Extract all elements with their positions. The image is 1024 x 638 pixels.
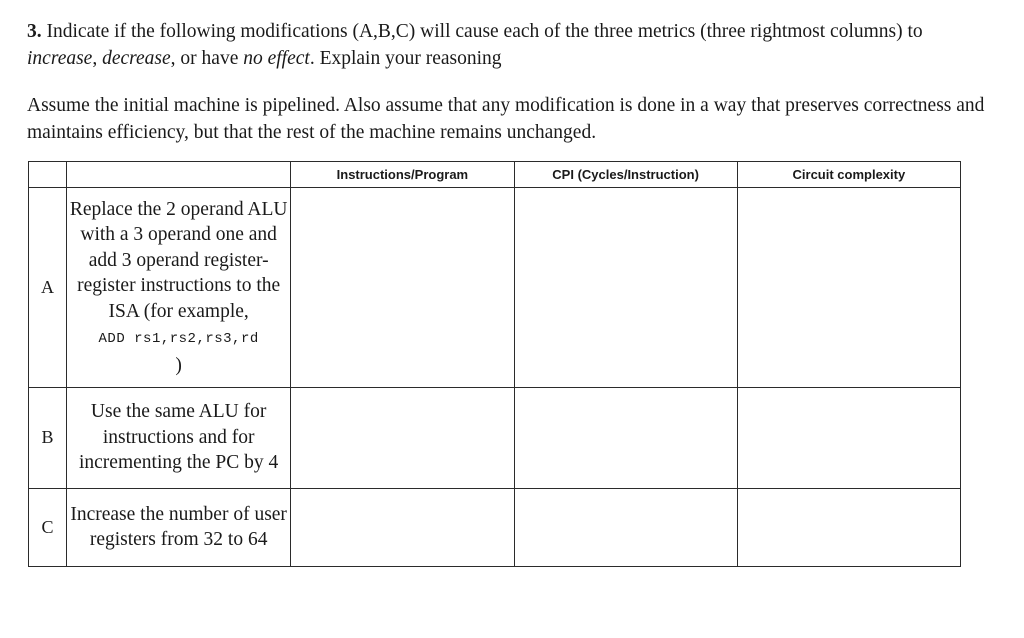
answer-instructions-program[interactable] [291, 188, 514, 387]
header-row [29, 162, 961, 188]
row-description [67, 188, 291, 387]
row-description: Use the same ALU for instructions and for incrementing the PC by 4 [67, 387, 291, 488]
question-text-part2: . Explain your reasoning [309, 48, 502, 69]
answer-circuit-complexity[interactable] [737, 387, 960, 488]
option-increase: increase [27, 48, 93, 69]
option-decrease: decrease [102, 48, 171, 69]
description-close-paren: ) [175, 354, 182, 376]
table-row [29, 387, 961, 488]
option-no-effect: no effect [243, 48, 310, 69]
row-letter: B [29, 387, 67, 488]
modifications-table [28, 161, 961, 567]
question-separator-1: , [92, 48, 103, 69]
answer-cpi[interactable] [514, 387, 737, 488]
header-instructions-program: Instructions/Program [291, 162, 514, 188]
table-row [29, 188, 961, 387]
row-letter: A [29, 188, 67, 387]
header-description-cell [67, 162, 291, 188]
row-letter: C [29, 488, 67, 566]
answer-circuit-complexity[interactable] [737, 488, 960, 566]
table-row [29, 488, 961, 566]
header-circuit-complexity: Circuit complexity [737, 162, 960, 188]
header-cpi: CPI (Cycles/Instruction) [514, 162, 737, 188]
row-description: Increase the number of user registers from 32 to 64 [67, 488, 291, 566]
question-separator-2: , or have [170, 48, 244, 69]
example-instruction-code: ADD rs1,rs2,rs3,rd [98, 331, 259, 348]
answer-cpi[interactable] [514, 488, 737, 566]
question-prompt [27, 18, 987, 72]
assumption-paragraph: Assume the initial machine is pipelined. Also assume that any modification is done in a way that preserves correctness and maintains efficiency, but that the rest of the machine remains unchanged. [27, 95, 985, 143]
answer-cpi[interactable] [514, 188, 737, 387]
answer-circuit-complexity[interactable] [737, 188, 960, 387]
answer-instructions-program[interactable] [291, 387, 514, 488]
question-text-part1: Indicate if the following modifications (A,B,C) will cause each of the three metrics (three rightmost columns) to [41, 21, 923, 42]
question-number: 3. [27, 21, 42, 42]
description-text: Replace the 2 operand ALU with a 3 operand one and add 3 operand register-register instructions to the ISA (for example, [69, 198, 288, 322]
header-letter-cell [29, 162, 67, 188]
answer-instructions-program[interactable] [291, 488, 514, 566]
